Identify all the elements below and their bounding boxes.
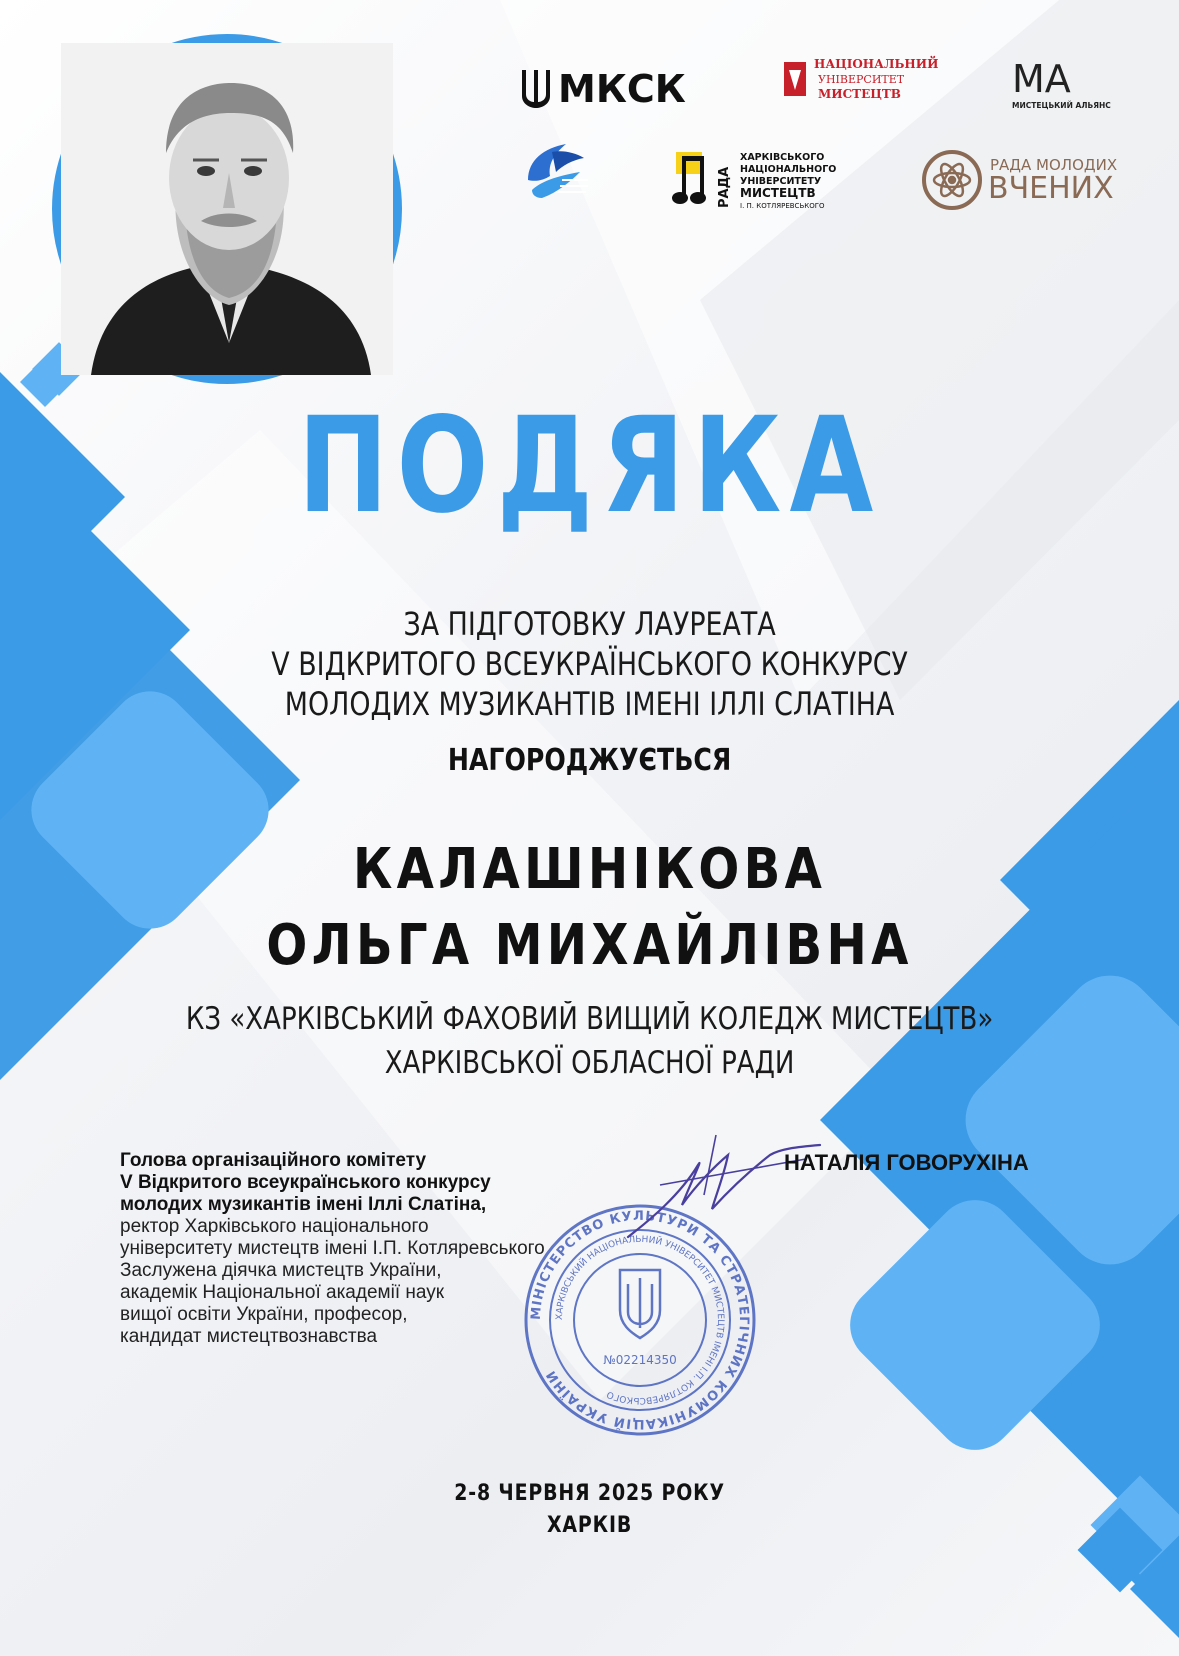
chair-line-3: молодих музикантів імені Іллі Слатіна, [120,1194,487,1215]
recipient-given-names: ОЛЬГА МИХАЙЛІВНА [266,913,913,978]
event-date: 2-8 ЧЕРВНЯ 2025 РОКУ [454,1481,725,1506]
chair-line-9: кандидат мистецтвознавства [120,1326,378,1347]
chair-line-4: ректор Харківського національного [120,1216,429,1237]
music-note-icon [672,152,706,204]
young-scientists-line2: ВЧЕНИХ [988,171,1114,206]
stamp-ring-text: МІНІСТЕРСТВО КУЛЬТУРИ ТА СТРАТЕГІЧНИХ КОМУНІКАЦІЙ УКРАЇНИ [528,1208,752,1432]
institution-line-1: КЗ «ХАРКІВСЬКИЙ ФАХОВИЙ ВИЩИЙ КОЛЕДЖ МИСТЕЦТВ» [185,1001,994,1037]
university-emblem-icon [784,62,806,96]
university-logo [780,52,939,115]
subtitle-line-1: ЗА ПІДГОТОВКУ ЛАУРЕАТА [403,605,776,643]
chair-line-1: Голова організаційного комітету [120,1150,427,1171]
mksk-logo [518,64,708,115]
portrait-illustration [61,43,393,375]
council-logo-line1: ХАРКІВСЬКОГО [740,152,825,163]
portrait-photo [52,34,402,384]
institution-line-2: ХАРКІВСЬКОЇ ОБЛАСНОЇ РАДИ [384,1045,795,1081]
music-wave-logo [522,140,592,211]
recipient-name [83,832,1097,984]
certificate-title: ПОДЯКА [297,389,882,543]
council-logo-vertical: РАДА [717,166,732,208]
event-city: ХАРКІВ [546,1513,633,1538]
event-footer [83,1478,1097,1542]
chair-line-6: Заслужена діячка мистецтв України, [120,1260,442,1281]
awarded-label: НАГОРОДЖУЄТЬСЯ [447,743,732,778]
chair-line-2: V Відкритого всеукраїнського конкурсу [120,1172,491,1193]
council-logo [666,142,846,217]
council-logo-line5: І. П. КОТЛЯРЕВСЬКОГО [740,202,825,210]
chair-line-7: академік Національної академії наук [120,1282,445,1303]
subtitle-line-2: V ВІДКРИТОГО ВСЕУКРАЇНСЬКОГО КОНКУРСУ [271,645,908,683]
alliance-logo-text: МИСТЕЦЬКИЙ АЛЬЯНС [1012,101,1111,110]
subtitle-line-3: МОЛОДИХ МУЗИКАНТІВ ІМЕНІ ІЛЛІ СЛАТІНА [284,685,895,723]
handwritten-signature [620,1125,830,1245]
council-logo-line2: НАЦІОНАЛЬНОГО [740,164,837,175]
music-wave-icon [528,144,588,198]
recipient-surname: КАЛАШНІКОВА [352,837,827,902]
stamp-code: №02214350 [603,1353,677,1367]
university-logo-line1: НАЦІОНАЛЬНИЙ [814,57,939,71]
recipient-institution [94,997,1084,1085]
signer-name: НАТАЛІЯ ГОВОРУХІНА [784,1150,1029,1175]
chair-line-8: вищої освіти України, професор, [120,1304,408,1325]
university-logo-line3: МИСТЕЦТВ [818,87,901,101]
alliance-logo [1006,56,1111,121]
young-scientists-logo [918,146,1118,221]
atom-icon [924,152,980,208]
trident-icon [522,70,550,108]
young-scientists-line1: РАДА МОЛОДИХ [990,156,1118,174]
certificate-subtitle [94,604,1084,724]
mksk-logo-text: МКСК [558,67,686,111]
university-logo-line2: УНІВЕРСИТЕТ [818,73,905,86]
chair-line-5: університету мистецтв імені І.П. Котляревського [120,1238,545,1259]
alliance-logo-mark: МА [1012,57,1071,101]
chair-block [120,1150,640,1348]
council-logo-line3: УНІВЕРСИТЕТУ [740,176,822,187]
stamp-inner-text: ХАРКІВСЬКИЙ НАЦІОНАЛЬНИЙ УНІВЕРСИТЕТ МИСТЕЦТВ ІМЕНІ І.П. КОТЛЯРЕВСЬКОГО [554,1234,726,1406]
council-logo-line4: МИСТЕЦТВ [740,186,816,200]
